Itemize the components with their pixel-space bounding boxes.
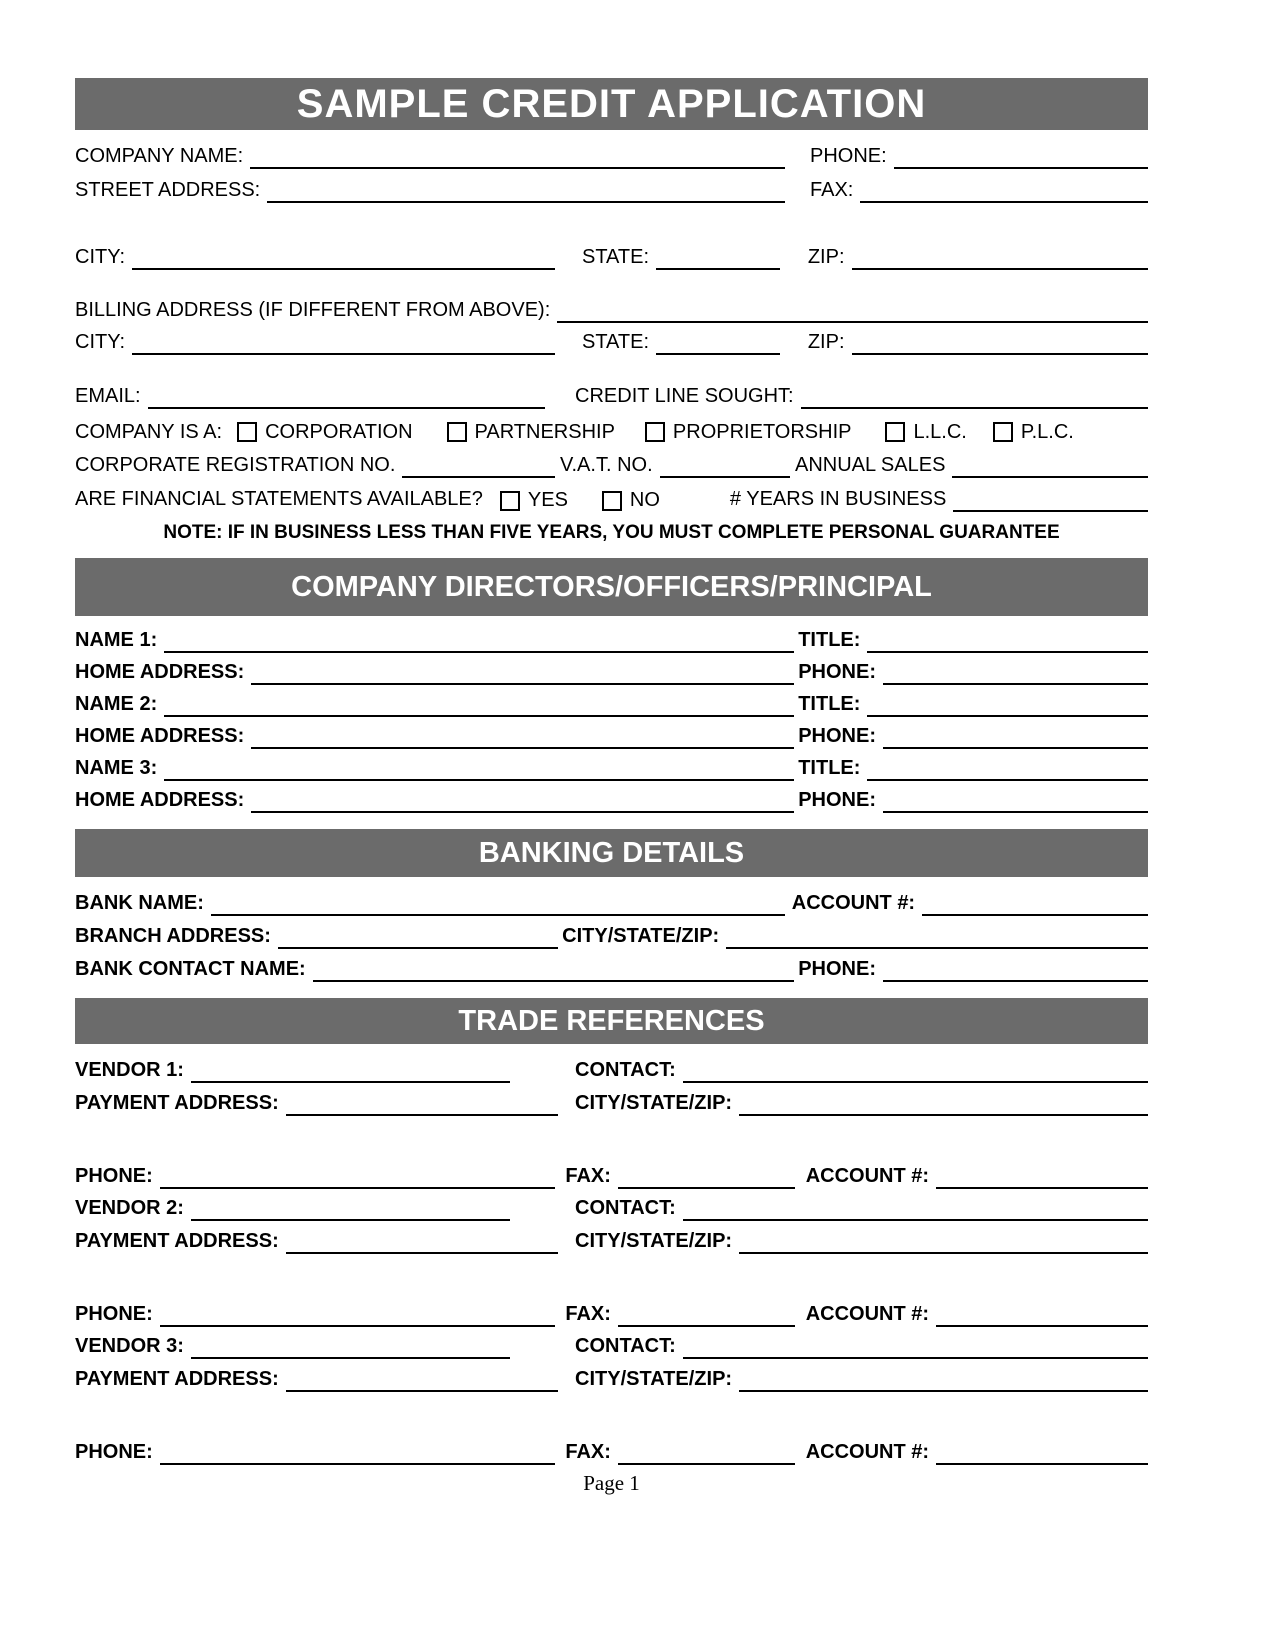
vendor3-phone-group xyxy=(75,1438,555,1465)
bank-city-state-zip-group xyxy=(562,922,1148,949)
director3-home-address-label: HOME ADDRESS: xyxy=(75,789,245,811)
vendor2-name-field[interactable] xyxy=(191,1194,510,1221)
vendor2-label: VENDOR 2: xyxy=(75,1197,184,1219)
vendor2-contact-group xyxy=(575,1194,1148,1221)
bank-name-label: BANK NAME: xyxy=(75,892,204,914)
no-checkbox[interactable] xyxy=(602,491,622,511)
state-label: STATE: xyxy=(581,246,650,268)
bank-phone-field[interactable] xyxy=(883,955,1148,982)
billing-city-group xyxy=(75,328,555,355)
billing-city-state-zip-row xyxy=(75,328,1148,355)
proprietorship-label: PROPRIETORSHIP xyxy=(672,420,852,443)
company-name-field[interactable] xyxy=(250,142,785,169)
vat-field[interactable] xyxy=(660,451,790,478)
corporation-option xyxy=(237,421,412,444)
vendor3-city-state-zip-field[interactable] xyxy=(739,1365,1148,1392)
bank-account-group xyxy=(792,889,1148,916)
email-field[interactable] xyxy=(148,382,545,409)
bank-contact-row xyxy=(75,955,1148,982)
no-option xyxy=(602,489,660,512)
vendor2-fax-label: FAX: xyxy=(565,1303,611,1325)
partnership-label: PARTNERSHIP xyxy=(474,420,615,443)
vendor3-contact-group xyxy=(575,1332,1148,1359)
director3-phone-field[interactable] xyxy=(883,786,1148,813)
vendor3-account-label: ACCOUNT #: xyxy=(805,1441,930,1463)
bank-name-row xyxy=(75,889,1148,916)
billing-city-label: CITY: xyxy=(75,331,126,353)
vendor3-city-state-zip-group xyxy=(575,1365,1148,1392)
vendor2-payment-address-field[interactable] xyxy=(286,1227,558,1254)
director1-name-label: NAME 1: xyxy=(75,629,158,651)
vendor1-account-group xyxy=(806,1162,1148,1189)
bank-city-state-zip-label: CITY/STATE/ZIP: xyxy=(562,925,720,947)
proprietorship-checkbox[interactable] xyxy=(645,422,665,442)
bank-name-group xyxy=(75,889,785,916)
billing-city-field[interactable] xyxy=(132,328,555,355)
vendor2-contact-row xyxy=(75,1194,1148,1221)
proprietorship-option xyxy=(645,421,852,444)
vendor1-account-field[interactable] xyxy=(936,1162,1148,1189)
yes-option xyxy=(500,489,568,512)
director3-title-field[interactable] xyxy=(867,754,1148,781)
vendor2-phone-field[interactable] xyxy=(160,1300,555,1327)
company-name-phone-row xyxy=(75,142,1148,169)
email-credit-line-row xyxy=(75,382,1148,409)
street-address-fax-row xyxy=(75,176,1148,203)
vendor1-phone-group xyxy=(75,1162,555,1189)
vendor1-account-label: ACCOUNT #: xyxy=(805,1165,930,1187)
director3-address-row xyxy=(75,786,1148,813)
director2-home-address-label: HOME ADDRESS: xyxy=(75,725,245,747)
vendor1-phone-row xyxy=(75,1162,1148,1189)
vendor3-phone-row xyxy=(75,1438,1148,1465)
vendor2-contact-field[interactable] xyxy=(683,1194,1148,1221)
director1-name-row xyxy=(75,626,1148,653)
director2-name-row xyxy=(75,690,1148,717)
bank-city-state-zip-field[interactable] xyxy=(726,922,1148,949)
partnership-checkbox[interactable] xyxy=(447,422,467,442)
directors-section-header: COMPANY DIRECTORS/OFFICERS/PRINCIPAL xyxy=(75,558,1148,616)
llc-option xyxy=(885,421,966,444)
billing-state-label: STATE: xyxy=(581,331,650,353)
vendor2-name-group xyxy=(75,1194,510,1221)
branch-address-row xyxy=(75,922,1148,949)
director1-home-address-field[interactable] xyxy=(251,658,794,685)
vendor3-account-group xyxy=(806,1438,1148,1465)
vendor2-phone-row xyxy=(75,1300,1148,1327)
bank-phone-label: PHONE: xyxy=(798,958,876,980)
billing-zip-label: ZIP: xyxy=(807,331,845,353)
trade-section-header: TRADE REFERENCES xyxy=(75,998,1148,1044)
vendor3-account-field[interactable] xyxy=(936,1438,1148,1465)
billing-zip-group xyxy=(808,328,1148,355)
director2-title-label: TITLE: xyxy=(798,693,861,715)
financial-statements-label: ARE FINANCIAL STATEMENTS AVAILABLE? xyxy=(75,488,483,510)
director1-home-address-label: HOME ADDRESS: xyxy=(75,661,245,683)
vendor2-account-label: ACCOUNT #: xyxy=(805,1303,930,1325)
vendor2-city-state-zip-field[interactable] xyxy=(739,1227,1148,1254)
plc-label: P.L.C. xyxy=(1020,420,1074,443)
director3-phone-group xyxy=(798,786,1148,813)
company-is-a-label: COMPANY IS A: xyxy=(75,421,223,443)
bank-account-label: ACCOUNT #: xyxy=(791,892,916,914)
vendor1-payment-address-group xyxy=(75,1089,558,1116)
director1-title-label: TITLE: xyxy=(798,629,861,651)
financial-statements-row xyxy=(75,485,1148,512)
vendor2-fax-group xyxy=(565,1300,795,1327)
vendor2-account-group xyxy=(806,1300,1148,1327)
plc-checkbox[interactable] xyxy=(993,422,1013,442)
director1-name-field[interactable] xyxy=(164,626,794,653)
email-group xyxy=(75,382,545,409)
page-number: Page 1 xyxy=(583,1471,640,1495)
vendor1-name-group xyxy=(75,1056,510,1083)
vendor3-fax-label: FAX: xyxy=(565,1441,611,1463)
director3-name-group xyxy=(75,754,794,781)
vat-label: V.A.T. NO. xyxy=(560,454,653,476)
corporation-checkbox[interactable] xyxy=(237,422,257,442)
company-name-label: COMPANY NAME: xyxy=(75,145,244,167)
annual-sales-label: ANNUAL SALES xyxy=(794,454,946,476)
vendor2-phone-label: PHONE: xyxy=(75,1303,153,1325)
director3-name-label: NAME 3: xyxy=(75,757,158,779)
bank-name-field[interactable] xyxy=(211,889,785,916)
vendor1-payment-address-label: PAYMENT ADDRESS: xyxy=(75,1092,279,1114)
billing-zip-field[interactable] xyxy=(852,328,1148,355)
vendor1-contact-row xyxy=(75,1056,1148,1083)
fax-group xyxy=(810,176,1148,203)
bank-account-field[interactable] xyxy=(922,889,1148,916)
vendor2-contact-label: CONTACT: xyxy=(575,1197,676,1219)
vendor1-address-row xyxy=(75,1089,1148,1116)
director1-phone-label: PHONE: xyxy=(798,661,876,683)
vendor1-contact-group xyxy=(575,1056,1148,1083)
director2-address-group xyxy=(75,722,794,749)
vendor3-contact-row xyxy=(75,1332,1148,1359)
zip-group xyxy=(808,243,1148,270)
vendor1-city-state-zip-label: CITY/STATE/ZIP: xyxy=(575,1092,733,1114)
director1-name-group xyxy=(75,626,794,653)
director2-phone-label: PHONE: xyxy=(798,725,876,747)
form-title: SAMPLE CREDIT APPLICATION xyxy=(75,78,1148,130)
director3-name-row xyxy=(75,754,1148,781)
branch-address-group xyxy=(75,922,558,949)
company-type-row xyxy=(75,419,1148,445)
vendor3-payment-address-field[interactable] xyxy=(286,1365,558,1392)
director1-phone-field[interactable] xyxy=(883,658,1148,685)
vendor1-fax-group xyxy=(565,1162,795,1189)
vendor3-label: VENDOR 3: xyxy=(75,1335,184,1357)
city-field[interactable] xyxy=(132,243,555,270)
vendor2-payment-address-label: PAYMENT ADDRESS: xyxy=(75,1230,279,1252)
phone-field[interactable] xyxy=(894,142,1148,169)
zip-field[interactable] xyxy=(852,243,1148,270)
vendor3-phone-field[interactable] xyxy=(160,1438,555,1465)
vendor1-name-field[interactable] xyxy=(191,1056,510,1083)
street-address-group xyxy=(75,176,785,203)
city-state-zip-row xyxy=(75,243,1148,270)
bank-phone-group xyxy=(798,955,1148,982)
billing-state-field[interactable] xyxy=(656,328,780,355)
director1-address-group xyxy=(75,658,794,685)
vendor3-fax-group xyxy=(565,1438,795,1465)
vendor1-fax-label: FAX: xyxy=(565,1165,611,1187)
vendor1-contact-label: CONTACT: xyxy=(575,1059,676,1081)
bank-contact-field[interactable] xyxy=(313,955,794,982)
vendor1-fax-field[interactable] xyxy=(618,1162,795,1189)
director3-address-group xyxy=(75,786,794,813)
vendor1-payment-address-field[interactable] xyxy=(286,1089,558,1116)
vendor1-phone-field[interactable] xyxy=(160,1162,555,1189)
vendor3-name-field[interactable] xyxy=(191,1332,510,1359)
partnership-option xyxy=(447,421,615,444)
fax-field[interactable] xyxy=(860,176,1148,203)
corporate-registration-label: CORPORATE REGISTRATION NO. xyxy=(75,454,396,476)
street-address-label: STREET ADDRESS: xyxy=(75,179,261,201)
vendor1-label: VENDOR 1: xyxy=(75,1059,184,1081)
years-in-business-label: # YEARS IN BUSINESS xyxy=(729,488,947,510)
credit-line-label: CREDIT LINE SOUGHT: xyxy=(575,385,794,407)
vendor2-payment-address-group xyxy=(75,1227,558,1254)
director3-title-label: TITLE: xyxy=(798,757,861,779)
director1-title-group xyxy=(798,626,1148,653)
zip-label: ZIP: xyxy=(807,246,845,268)
director3-title-group xyxy=(798,754,1148,781)
yes-checkbox[interactable] xyxy=(500,491,520,511)
vendor3-phone-label: PHONE: xyxy=(75,1441,153,1463)
vendor3-city-state-zip-label: CITY/STATE/ZIP: xyxy=(575,1368,733,1390)
vendor1-city-state-zip-field[interactable] xyxy=(739,1089,1148,1116)
director2-phone-group xyxy=(798,722,1148,749)
director3-home-address-field[interactable] xyxy=(251,786,794,813)
director2-name-group xyxy=(75,690,794,717)
registration-vat-sales-row xyxy=(75,451,1148,478)
billing-address-field[interactable] xyxy=(557,296,1148,323)
corporate-registration-field[interactable] xyxy=(402,451,554,478)
director1-phone-group xyxy=(798,658,1148,685)
vendor2-account-field[interactable] xyxy=(936,1300,1148,1327)
credit-line-field[interactable] xyxy=(801,382,1148,409)
branch-address-label: BRANCH ADDRESS: xyxy=(75,925,271,947)
corporation-label: CORPORATION xyxy=(265,420,413,443)
vendor3-payment-address-label: PAYMENT ADDRESS: xyxy=(75,1368,279,1390)
yes-label: YES xyxy=(527,489,568,511)
director3-name-field[interactable] xyxy=(164,754,794,781)
director2-address-row xyxy=(75,722,1148,749)
director2-name-field[interactable] xyxy=(164,690,794,717)
billing-state-group xyxy=(582,328,781,355)
vendor2-city-state-zip-group xyxy=(575,1227,1148,1254)
personal-guarantee-note: NOTE: IF IN BUSINESS LESS THAN FIVE YEARS, YOU MUST COMPLETE PERSONAL GUARANTEE xyxy=(163,522,1060,543)
branch-address-field[interactable] xyxy=(278,922,558,949)
vendor2-city-state-zip-label: CITY/STATE/ZIP: xyxy=(575,1230,733,1252)
state-group xyxy=(582,243,781,270)
bank-contact-group xyxy=(75,955,794,982)
vendor2-address-row xyxy=(75,1227,1148,1254)
annual-sales-field[interactable] xyxy=(952,451,1148,478)
director3-phone-label: PHONE: xyxy=(798,789,876,811)
fax-label: FAX: xyxy=(810,179,854,201)
vendor3-payment-address-group xyxy=(75,1365,558,1392)
vendor2-fax-field[interactable] xyxy=(618,1300,795,1327)
state-field[interactable] xyxy=(656,243,780,270)
street-address-field[interactable] xyxy=(267,176,785,203)
phone-group xyxy=(810,142,1148,169)
corporate-registration-group xyxy=(75,451,555,478)
years-in-business-field[interactable] xyxy=(953,485,1148,512)
director2-name-label: NAME 2: xyxy=(75,693,158,715)
vendor2-phone-group xyxy=(75,1300,555,1327)
email-label: EMAIL: xyxy=(75,385,141,407)
vat-group xyxy=(560,451,790,478)
no-label: NO xyxy=(629,489,660,511)
llc-label: L.L.C. xyxy=(913,420,967,443)
vendor3-name-group xyxy=(75,1332,510,1359)
vendor1-city-state-zip-group xyxy=(575,1089,1148,1116)
director2-title-field[interactable] xyxy=(867,690,1148,717)
credit-line-group xyxy=(575,382,1148,409)
vendor1-contact-field[interactable] xyxy=(683,1056,1148,1083)
vendor3-address-row xyxy=(75,1365,1148,1392)
company-name-group xyxy=(75,142,785,169)
plc-option xyxy=(993,421,1074,444)
billing-address-label: BILLING ADDRESS (IF DIFFERENT FROM ABOVE): xyxy=(75,299,551,321)
director1-address-row xyxy=(75,658,1148,685)
vendor1-phone-label: PHONE: xyxy=(75,1165,153,1187)
vendor3-contact-label: CONTACT: xyxy=(575,1335,676,1357)
llc-checkbox[interactable] xyxy=(885,422,905,442)
bank-contact-label: BANK CONTACT NAME: xyxy=(75,958,306,980)
city-group xyxy=(75,243,555,270)
city-label: CITY: xyxy=(75,246,126,268)
director2-title-group xyxy=(798,690,1148,717)
vendor3-contact-field[interactable] xyxy=(683,1332,1148,1359)
vendor3-fax-field[interactable] xyxy=(618,1438,795,1465)
banking-section-header: BANKING DETAILS xyxy=(75,829,1148,877)
phone-label: PHONE: xyxy=(810,145,887,167)
director1-title-field[interactable] xyxy=(867,626,1148,653)
director2-phone-field[interactable] xyxy=(883,722,1148,749)
director2-home-address-field[interactable] xyxy=(251,722,794,749)
billing-address-row xyxy=(75,296,1148,323)
annual-sales-group xyxy=(795,451,1148,478)
